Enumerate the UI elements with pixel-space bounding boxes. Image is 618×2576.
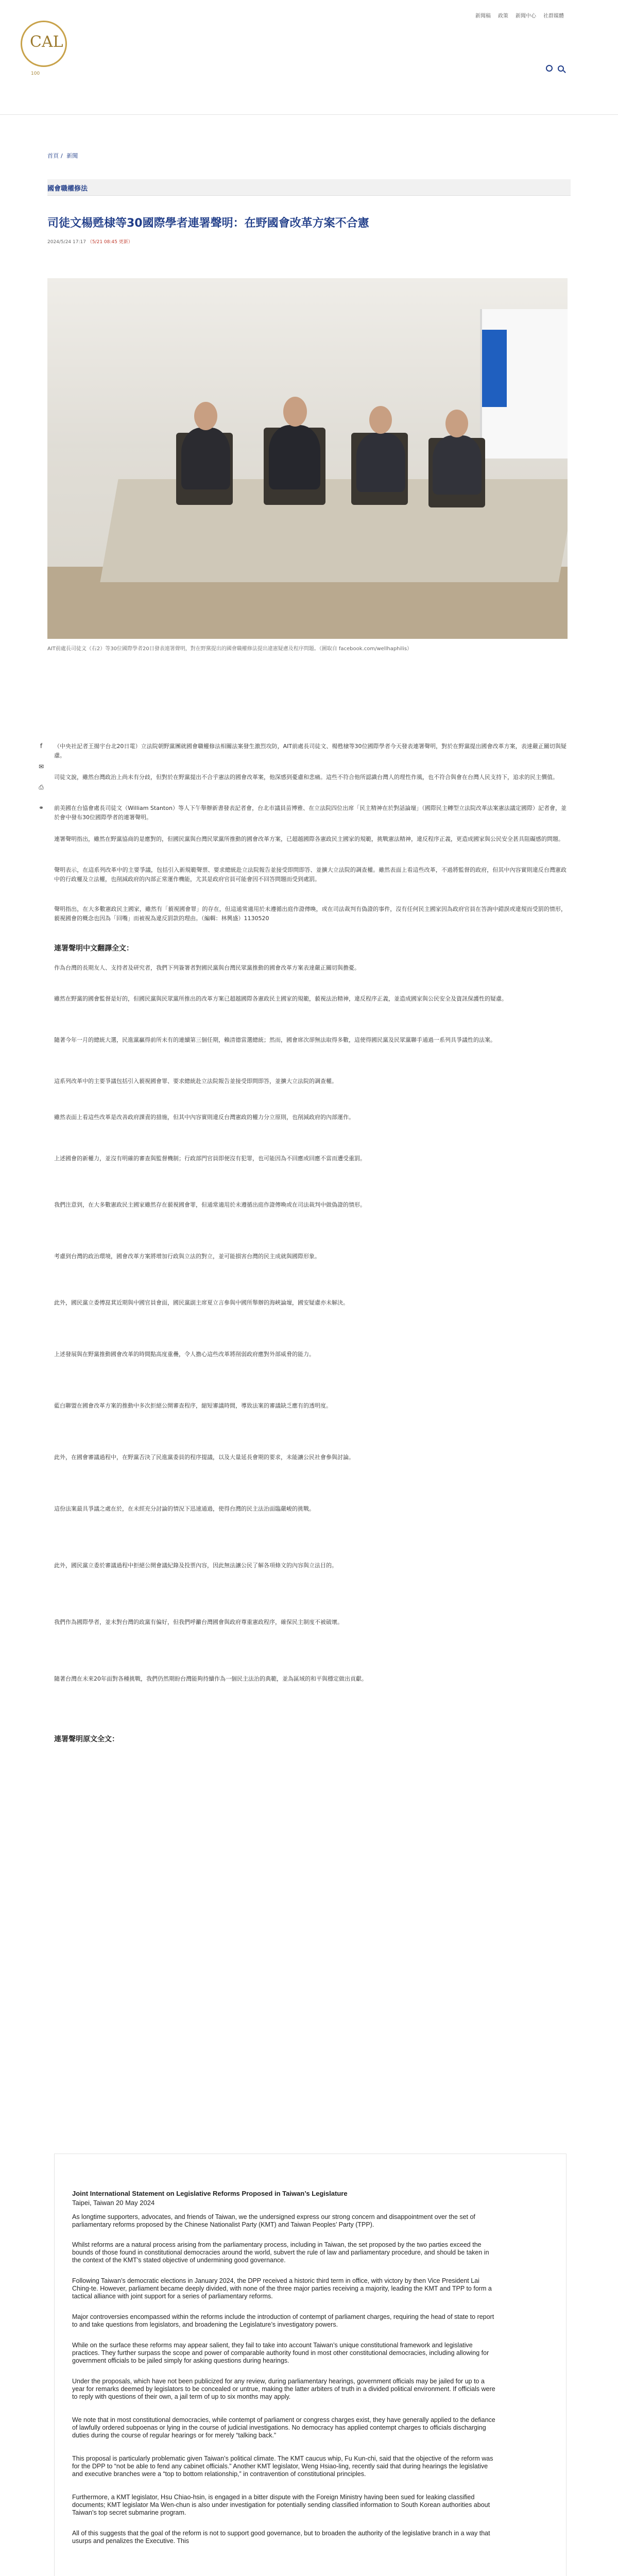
article-paragraph: 聲明表示，在這系列改革中的主要爭議，包括引入新規範聲票、要求總統赴立法院報告並接受即問即答、並擴大立法院的調查權。雖然表面上看這些改革，不過將監督的政府，但其中內容實則違反台灣憲政中的行政權及立法權，也削減政府的內部正常運作機能，尤其是政府官員可能會因不回答問題而受到處罰。 bbox=[54, 867, 566, 883]
translation-paragraph: 考慮到台灣的政治環境，國會改革方案將增加行政與立法的對立，並可能損害台灣的民主成就與國際形象。 bbox=[54, 1253, 320, 1260]
article-updated: （5/21 08:45 更新） bbox=[87, 240, 133, 245]
section-title: 連署聲明原文全文： bbox=[54, 1735, 119, 1743]
nav-link[interactable]: 新聞中心 bbox=[516, 13, 536, 19]
statement-paragraph: Under the proposals, which have not been publicized for any review, during parliamentary hearings, government officials may be jailed for up to a year for remarks deemed by legislators to be concealed or untrue, making the latter arbiters of truth in a divided political environment. If officials were to reply with questions of their own, a jail term of up to six months may apply. bbox=[72, 2378, 495, 2400]
statement-paragraph: This proposal is particularly problematic given Taiwan’s political climate. The KMT caucus whip, Fu Kun-chi, said that the objective of the reform was for the DPP to “not be able to fend any cabinet officials.” Another KMT legislator, Weng Hsiao-ling, recently said that during hearings the legislative and executive branches were a “top to bottom relationship,” in contravention of constitutional principles. bbox=[72, 2455, 493, 2478]
statement-paragraph: All of this suggests that the goal of the reform is not to support good governance, but to broaden the authority of the legislative branch in a way that usurps and penalizes the Executive. This bbox=[72, 2530, 490, 2545]
photo-table bbox=[100, 479, 568, 582]
photo-head bbox=[283, 397, 307, 427]
print-icon[interactable]: ⎙ bbox=[39, 784, 44, 791]
statement-paragraph: As longtime supporters, advocates, and friends of Taiwan, we the undersigned express our strong concern and disappointment over the set of parliamentary reforms proposed by the Chinese Nationalist Party (KMT) and Taiwan Peoples’ Party (TPP). bbox=[72, 2213, 475, 2228]
site-header bbox=[0, 0, 618, 113]
statement-paragraph: Whilst reforms are a natural process arising from the parliamentary process, including in Taiwan, the set proposed by the two parties exceed the bounds of those found in constitutional democracies around the world, subvert the rule of law and parliamentary procedure, and should be taken in the context of the KMT’s stated objective of undermining good governance. bbox=[72, 2241, 489, 2264]
nav-link[interactable]: 社群媒體 bbox=[543, 13, 564, 19]
photo-person bbox=[181, 428, 230, 489]
article-photo bbox=[47, 278, 568, 639]
photo-person bbox=[269, 425, 320, 489]
logo-subtext: 100 bbox=[31, 71, 40, 76]
photo-caption: AIT前處長司徒文（右2）等30位國際學者20日發表連署聲明，對在野黨提出的國會職權修法提出違憲疑慮及程序問題。（圖取自 facebook.com/wellhaphilis） bbox=[47, 646, 413, 652]
translation-paragraph: 我們作為國際學者，並未對台灣的政黨有偏好，但我們呼籲台灣國會與政府尊重憲政程序，確保民主制度不被破壞。 bbox=[54, 1619, 343, 1625]
globe-icon[interactable] bbox=[546, 65, 553, 72]
header-divider bbox=[0, 114, 618, 115]
breadcrumb: 首頁 / 新聞 bbox=[47, 152, 78, 159]
translation-paragraph: 隨著今年一月的總統大選，民進黨贏得前所未有的連續第三個任期，賴清德當選總統；然而，國會席次卻無法取得多數，這使得國民黨及民眾黨聯手通過一系列具爭議性的法案。 bbox=[54, 1037, 496, 1043]
translation-paragraph: 我們注意到，在大多數憲政民主國家雖然存在藐視國會罪，但通常適用於未遵循出庭作證傳喚或在司法裁判中做偽證的情形。 bbox=[54, 1201, 366, 1208]
breadcrumb-home[interactable]: 首頁 bbox=[47, 152, 59, 159]
statement-paragraph: While on the surface these reforms may appear salient, they fail to take into account Taiwan’s unique constitutional framework and legislative practices. They further surpass the scope and power of comparable authority found in most other constitutional democracies, including allowing for government officials to be jailed simply for asking questions during hearings. bbox=[72, 2342, 489, 2364]
article-paragraph: 前美國在台協會處長司徒文（William Stanton）等人下午舉辦新書發表記者會，台北市議員苗博雅、在立法院四位出席「民主精神在於對話論壇」（國際民主轉型立法院改革法案憲法議定國際）記者會，並於會中發布30位國際學者的連署聲明。 bbox=[54, 805, 566, 821]
photo-backdrop-panel bbox=[480, 309, 568, 459]
statement-paragraph: We note that in most constitutional democracies, while contempt of parliament or congress charges exist, they have generally applied to the defiance of lawfully ordered subpoenas or lying in the course of judicial investigations. No democracy has applied contempt charges to officials discharging duties during the course of regular hearings or for merely “talking back.” bbox=[72, 2416, 495, 2439]
photo-head bbox=[369, 406, 392, 434]
search-icon[interactable] bbox=[558, 65, 564, 72]
section-title: 連署聲明中文翻譯全文： bbox=[54, 944, 133, 953]
translation-paragraph: 此外，在國會審議過程中，在野黨否決了民進黨委員的程序提議，以及大量延長會期的要求，未能讓公民社會參與討論。 bbox=[54, 1454, 354, 1461]
article-paragraph: 聲明指出，在大多數憲政民主國家，雖然有「藐視國會罪」的存在，但這通常適用於未遵循出庭作證傳喚，或在司法裁判有偽證的事件，沒有任何民主國家因為政府官員在答詢中錯誤或違規而受罰的情形，藐視國會的概念也因為「回嘴」而被視為違反罰款的理由。（編輯：林興盛）1130520 bbox=[54, 906, 566, 922]
statement-title: Joint International Statement on Legislative Reforms Proposed in Taiwan’s Legislature bbox=[72, 2190, 348, 2197]
photo-panel-stripe bbox=[482, 330, 507, 407]
translation-paragraph: 此外，國民黨立委傅崑萁近期與中國官員會面，國民黨副主席夏立言參與中國所舉辦的海峽論壇，國安疑慮亦未解決。 bbox=[54, 1299, 349, 1306]
article-title: 司徒文楊甦棣等30國際學者連署聲明：在野國會改革方案不合憲 bbox=[47, 217, 369, 230]
nav-link[interactable]: 新聞稿 bbox=[475, 13, 491, 19]
statement-paragraph: Following Taiwan’s democratic elections in January 2024, the DPP received a historic third term in office, with victory by then Vice President Lai Ching-te. However, parliament became deeply divided, with none of the three major parties receiving a majority, leading the KMT and TPP to form a tactical alliance with joint support for a series of parliamentary reforms. bbox=[72, 2277, 492, 2300]
site-logo[interactable] bbox=[21, 21, 98, 98]
article-date: 2024/5/24 17:17 bbox=[47, 240, 86, 245]
translation-paragraph: 隨著台灣在未來20年面對各種挑戰，我們仍然期盼台灣能夠持續作為一個民主法治的典範，並為區域的和平與穩定做出貢獻。 bbox=[54, 1675, 367, 1682]
translation-paragraph: 藍白聯盟在國會改革方案的推動中多次拒絕公開審查程序，縮短審議時間，導致法案的審議缺乏應有的透明度。 bbox=[54, 1402, 332, 1409]
article-paragraph: （中央社記者王揚宇台北20日電）立法院朝野黨團就國會職權修法相關法案發生激烈攻防，AIT前處長司徒文、楊甦棣等30位國際學者今天發表連署聲明，對於在野黨提出國會改革方案，表達嚴正關切與疑慮。 bbox=[54, 743, 566, 759]
category-bar bbox=[47, 179, 571, 196]
category-label: 國會職權修法 bbox=[47, 185, 88, 193]
comment-icon[interactable]: ✉ bbox=[38, 763, 44, 770]
photo-head bbox=[194, 402, 217, 430]
nav-link[interactable]: 政策 bbox=[498, 13, 508, 19]
translation-paragraph: 作為台灣的長期友人、支持者及研究者，我們下列簽署者對國民黨與台灣民眾黨推動的國會改革方案表達嚴正關切與擔憂。 bbox=[54, 964, 360, 971]
article-meta bbox=[47, 238, 133, 245]
translation-paragraph: 此外，國民黨立委於審議過程中拒絕公開會議紀錄及投票內容，因此無法讓公民了解各項條文的內容與立法目的。 bbox=[54, 1562, 337, 1569]
translation-paragraph: 上述國會的新權力，並沒有明確的審查與監督機制；行政部門官員即便沒有犯罪，也可能因為不回應或回應不當而遭受重罰。 bbox=[54, 1155, 366, 1162]
statement-paragraph: Furthermore, a KMT legislator, Hsu Chiao-hsin, is engaged in a bitter dispute with the Foreign Ministry having been sued for leaking classified documents; KMT legislator Ma Wen-chun is also under investigation for potentially sending classified information to South Korean authorities about Taiwan’s top secret submarine program. bbox=[72, 2494, 490, 2516]
statement-subtitle: Taipei, Taiwan 20 May 2024 bbox=[72, 2199, 155, 2207]
top-nav bbox=[475, 11, 564, 19]
share-column bbox=[35, 742, 47, 812]
link-icon[interactable]: ⚭ bbox=[38, 804, 44, 811]
translation-paragraph: 雖然在野黨的國會監督是好的，但國民黨與民眾黨所推出的改革方案已超越國際各憲政民主國家的規範，藐視法治精神，違反程序正義，並造成國家與公民安全及資訊保護性的疑慮。 bbox=[54, 995, 507, 1002]
article-paragraph: 連署聲明指出，雖然在野黨協商的是應對的，但國民黨與台灣民眾黨所推動的國會改革方案，已超越國際各憲政民主國家的規範，挑戰憲法精神，違反程序正義，更造成國家與公民安全甚具阻礙感的問題。 bbox=[54, 836, 564, 842]
statement-paragraph: Major controversies encompassed within the reforms include the introduction of contempt of parliament charges, requiring the head of state to report to and take questions from legislators, and broadening the Legislature’s investigatory powers. bbox=[72, 2313, 494, 2328]
translation-paragraph: 這系列改革中的主要爭議包括引入藐視國會罪、要求總統赴立法院報告並接受即問即答，並擴大立法院的調查權。 bbox=[54, 1078, 337, 1084]
article-paragraph: 司徒文說，雖然台灣政治上尚未有分歧，但對於在野黨提出不合乎憲法的國會改革案，他深感到憂慮和悲痛。這些不符合他所認識台灣人的理性作風，也不符合與會在台灣人民支持下，追求的民主價值。 bbox=[54, 774, 558, 781]
header-icons bbox=[546, 65, 564, 72]
translation-paragraph: 雖然表面上看這些改革是改善政府課責的措施，但其中內容實則違反台灣憲政的權力分立原則，也削減政府的內部運作。 bbox=[54, 1114, 354, 1121]
translation-paragraph: 上述發展與在野黨推動國會改革的時間點高度重疊，令人擔心這些改革將削弱政府應對外部威脅的能力。 bbox=[54, 1351, 315, 1358]
photo-head bbox=[445, 410, 468, 437]
translation-paragraph: 這份法案最具爭議之處在於，在未經充分討論的情況下迅速通過，使得台灣的民主法治面臨嚴峻的挑戰。 bbox=[54, 1505, 315, 1512]
breadcrumb-news[interactable]: 新聞 bbox=[66, 152, 78, 159]
logo-text: CAL bbox=[30, 33, 63, 51]
photo-person bbox=[433, 435, 482, 495]
photo-person bbox=[356, 433, 405, 492]
facebook-icon[interactable]: f bbox=[40, 742, 43, 750]
